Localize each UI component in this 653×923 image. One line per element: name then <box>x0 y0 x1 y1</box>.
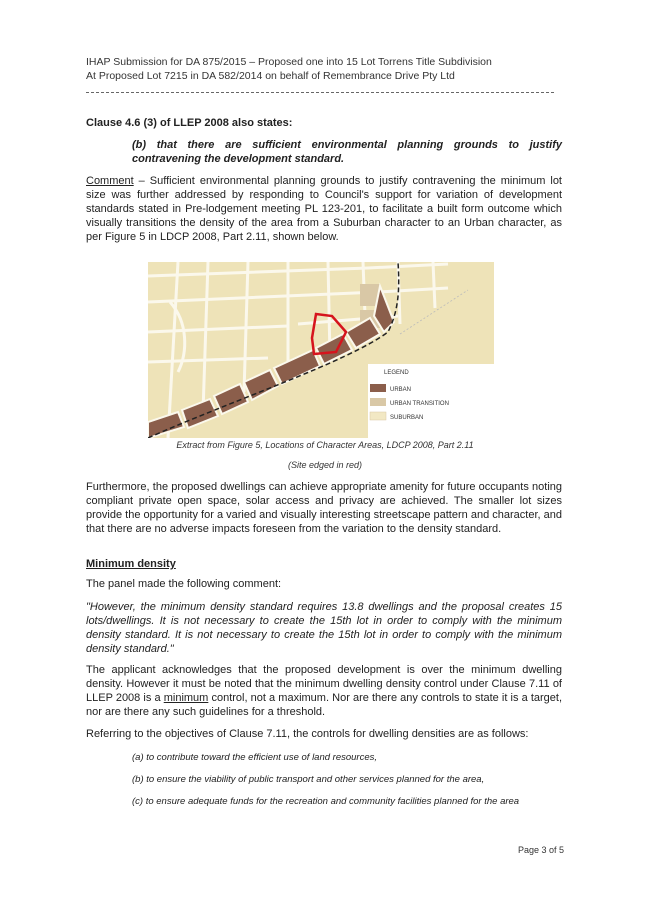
map-legend <box>368 364 494 438</box>
legend-title: LEGEND <box>384 370 409 376</box>
legend-swatch-urban-transition <box>370 398 386 406</box>
clause-b-text: (b) that there are sufficient environmental planning grounds to justify contravening the development standard. <box>132 139 562 165</box>
applicant-text-underlined: minimum <box>163 692 209 704</box>
objective-b: (b) to ensure the viability of public transport and other services planned for the area, <box>132 774 485 785</box>
objectives-intro: Referring to the objectives of Clause 7.11, the controls for dwelling densities are as follows: <box>86 728 529 740</box>
objective-c: (c) to ensure adequate funds for the recreation and community facilities planned for the area <box>132 796 520 807</box>
header-line-1: IHAP Submission for DA 875/2015 – Proposed one into 15 Lot Torrens Title Subdivision <box>86 56 492 68</box>
legend-swatch-suburban <box>370 412 386 420</box>
objective-a: (a) to contribute toward the efficient use of land resources, <box>132 752 378 763</box>
page-header <box>86 55 492 83</box>
section-heading-minimum-density: Minimum density <box>86 558 176 570</box>
applicant-text-before: The applicant acknowledges that the proposed development is over the minimum dwelling density. However it must be noted that the minimum dwelling density control under Clause 7.11 of LLEP 2008 is a <box>86 664 562 704</box>
page-number: Page 3 of 5 <box>518 845 565 855</box>
legend-label-suburban: SUBURBAN <box>390 415 424 421</box>
applicant-paragraph <box>86 663 562 719</box>
figure-subcaption: (Site edged in red) <box>287 460 363 470</box>
applicant-text-after: control, not a maximum. Nor are there any controls to state it is a target, nor are there any such guidelines for a threshold. <box>86 692 563 718</box>
legend-swatch-urban <box>370 384 386 392</box>
legend-label-urban-transition: URBAN TRANSITION <box>390 401 449 407</box>
comment-paragraph <box>86 174 562 244</box>
panel-intro: The panel made the following comment: <box>86 578 282 590</box>
header-line-2: At Proposed Lot 7215 in DA 582/2014 on behalf of Remembrance Drive Pty Ltd <box>86 70 455 82</box>
furthermore-paragraph: Furthermore, the proposed dwellings can achieve appropriate amenity for future occupants noting compliant private open space, solar access and privacy are achieved. The smaller lot sizes provide the opportunity for a varied and visually interesting streetscape pattern and character, and that there are no adverse impacts foreseen from the variation to the density standard. <box>86 481 562 535</box>
comment-label: Comment <box>86 175 134 187</box>
figure-caption: Extract from Figure 5, Locations of Character Areas, LDCP 2008, Part 2.11 <box>176 440 474 450</box>
header-divider <box>86 92 554 93</box>
legend-label-urban: URBAN <box>390 387 412 393</box>
comment-text: – Sufficient environmental planning grounds to justify contravening the minimum lot size was further addressed by responding to Council's support for variation of development standards stated in Pre-lodgement meeting PL 123-201, to facilitate a built form outcome which visually transitions the density of the area from a Suburban character to an Urban character, as per Figure 5 in LDCP 2008, Part 2.11, shown below. <box>86 175 562 243</box>
clause-heading: Clause 4.6 (3) of LLEP 2008 also states: <box>86 117 293 129</box>
panel-quote: "However, the minimum density standard requires 13.8 dwellings and the proposal creates 15 lots/dwellings. It is not necessary to create the 15th lot in order to comply with the minimum density standard. It is not necessary to create the 15th lot in order to comply with the minimum density standard." <box>86 601 562 655</box>
character-areas-map <box>148 262 494 438</box>
